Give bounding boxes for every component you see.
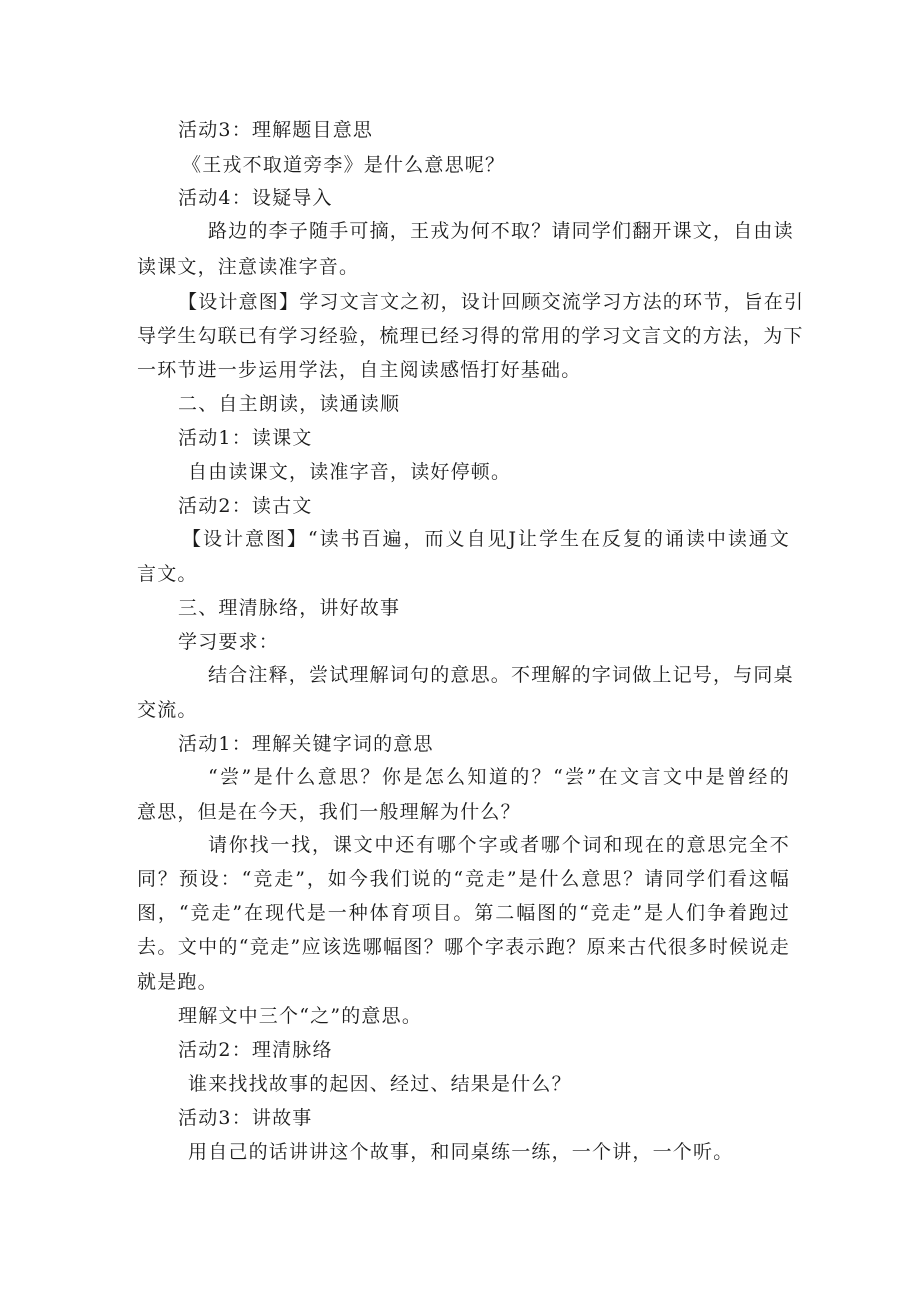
design-intent-paragraph: 【设计意图】“读书百遍，而义自见J让学生在反复的诵读中读通文: [182, 528, 790, 550]
activity-2-heading: 活动2：理清脉络: [178, 1039, 333, 1061]
activity-1-heading: 活动1：理解关键字词的意思: [178, 733, 434, 755]
text-line: 同？预设：“竞走”，如今我们说的“竞走”是什么意思？请同学们看这幅: [137, 868, 790, 890]
text-line: 路边的李子随手可摘，王戎为何不取？请同学们翻开课文，自由读: [208, 220, 794, 242]
text-line: 交流。: [137, 699, 198, 721]
text-line: 就是跑。: [137, 971, 218, 993]
text-line: 请你找一找，课文中还有哪个字或者哪个词和现在的意思完全不: [208, 834, 790, 856]
activity-4-heading: 活动4：设疑导入: [178, 187, 333, 209]
activity-3-heading: 活动3：讲故事: [178, 1107, 313, 1129]
text-line: 结合注释，尝试理解词句的意思。不理解的字词做上记号，与同桌: [208, 664, 794, 686]
section-2-heading: 二、自主朗读，读通读顺: [178, 393, 401, 415]
text-line: 意思，但是在今天，我们一般理解为什么？: [137, 801, 521, 823]
text-line: 用自己的话讲讲这个故事，和同桌练一练，一个讲，一个听。: [188, 1141, 734, 1163]
text-line: 自由读课文，读准字音，读好停顿。: [188, 461, 512, 483]
text-line: 谁来找找故事的起因、经过、结果是什么？: [188, 1073, 572, 1095]
section-3-heading: 三、理清脉络，讲好故事: [178, 597, 401, 619]
text-line: 图，“竞走”在现代是一种体育项目。第二幅图的“竞走”是人们争着跑过: [137, 902, 790, 924]
design-intent-paragraph: 【设计意图】学习文言文之初，设计回顾交流学习方法的环节，旨在引: [178, 291, 805, 313]
text-line: 理解文中三个“之”的意思。: [178, 1005, 423, 1027]
text-line: 言文。: [137, 563, 198, 585]
text-line: “尝”是什么意思？你是怎么知道的？“尝”在文言文中是曾经的: [208, 766, 790, 788]
text-line: 一环节进一步运用学法，自主阅读感悟打好基础。: [137, 359, 582, 381]
learning-requirements-label: 学习要求：: [178, 631, 280, 653]
activity-2-heading: 活动2：读古文: [178, 495, 313, 517]
text-line: 《王戎不取道旁李》是什么意思呢？: [182, 154, 506, 176]
text-line: 导学生勾联已有学习经验，梳理已经习得的常用的学习文言文的方法，为下: [137, 325, 804, 347]
text-line: 读课文，注意读准字音。: [137, 256, 360, 278]
activity-3-heading: 活动3：理解题目意思: [178, 119, 374, 141]
activity-1-heading: 活动1：读课文: [178, 427, 313, 449]
text-line: 去。文中的“竞走”应该选哪幅图？哪个字表示跑？原来古代很多时候说走: [137, 936, 790, 958]
